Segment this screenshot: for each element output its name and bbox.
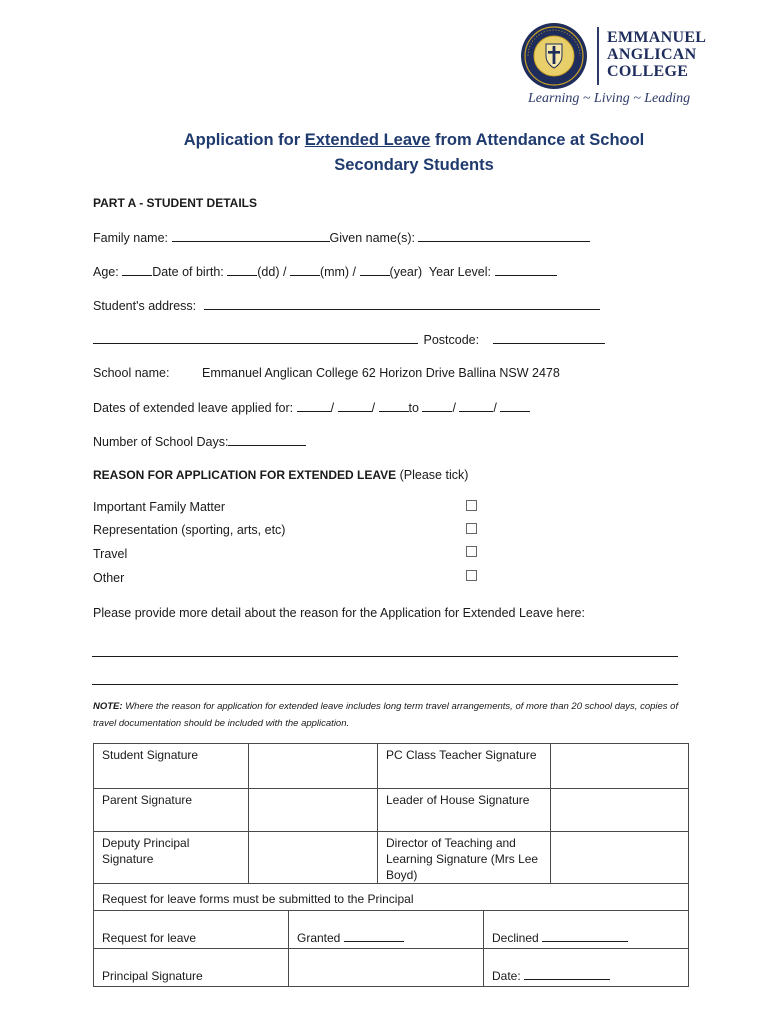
principal-signature-label: Principal Signature: [93, 948, 289, 987]
declined-cell: [483, 910, 689, 949]
leave-to-day-field[interactable]: [422, 400, 452, 412]
date-label: Date:: [492, 969, 521, 983]
college-name-line2: ANGLICAN: [607, 46, 697, 63]
given-names-field[interactable]: [418, 230, 590, 242]
student-signature-field[interactable]: [248, 743, 378, 789]
reason-option-label: Other: [93, 571, 125, 585]
leave-from-year-field[interactable]: [379, 400, 409, 412]
reason-heading-row: [93, 468, 468, 482]
dob-label: Date of birth:: [152, 265, 224, 279]
college-name-line1: EMMANUEL: [607, 29, 707, 46]
deputy-principal-signature-label: Deputy Principal Signature: [93, 831, 249, 884]
deputy-principal-signature-field[interactable]: [248, 831, 378, 884]
director-teaching-signature-label: Director of Teaching and Learning Signature (Mrs Lee Boyd): [377, 831, 551, 884]
note-text: Where the reason for application for extended leave includes long term travel arrangements, of more than 20 school days, copies of travel documentation should be included with the application.: [93, 701, 679, 729]
director-teaching-signature-field[interactable]: [550, 831, 689, 884]
reason-checkbox-representation[interactable]: [466, 523, 477, 534]
parent-signature-field[interactable]: [248, 788, 378, 832]
granted-field[interactable]: [344, 930, 404, 942]
address-label: Student's address:: [93, 299, 197, 313]
family-name-row: [93, 230, 590, 245]
reason-heading: REASON FOR APPLICATION FOR EXTENDED LEAVE: [93, 468, 397, 482]
age-dob-row: [93, 264, 557, 279]
submit-to-principal-note: Request for leave forms must be submitted to the Principal: [93, 883, 689, 911]
granted-cell: [288, 910, 484, 949]
leader-house-signature-label: Leader of House Signature: [377, 788, 551, 832]
age-field[interactable]: [122, 264, 152, 276]
travel-note: [93, 698, 693, 732]
reason-checkbox-family-matter[interactable]: [466, 500, 477, 511]
declined-label: Declined: [492, 931, 539, 945]
school-name-value: Emmanuel Anglican College 62 Horizon Drive Ballina NSW 2478: [202, 366, 560, 380]
leave-from-day-field[interactable]: [297, 400, 331, 412]
address-field-line2[interactable]: [93, 332, 418, 344]
family-name-label: Family name:: [93, 231, 169, 245]
postcode-label: Postcode:: [423, 333, 480, 347]
college-name-line3: COLLEGE: [607, 63, 689, 80]
school-days-label: Number of School Days:: [93, 435, 229, 449]
leave-dates-label: Dates of extended leave applied for:: [93, 401, 294, 415]
dob-year-unit: (year): [389, 265, 423, 279]
reason-detail-line-2[interactable]: [92, 684, 678, 685]
reason-option-label: Travel: [93, 547, 128, 561]
leave-from-month-field[interactable]: [338, 400, 372, 412]
school-name-label: School name:: [93, 366, 170, 380]
pc-teacher-signature-field[interactable]: [550, 743, 689, 789]
dob-month-unit: (mm) /: [319, 265, 357, 279]
postcode-field[interactable]: [493, 332, 605, 344]
declined-field[interactable]: [542, 930, 628, 942]
request-for-leave-label: Request for leave: [93, 910, 289, 949]
reason-checkbox-travel[interactable]: [466, 546, 477, 557]
note-label: NOTE:: [93, 701, 123, 712]
student-signature-label: Student Signature: [93, 743, 249, 789]
leader-house-signature-field[interactable]: [550, 788, 689, 832]
address-field-line1[interactable]: [204, 298, 600, 310]
year-level-field[interactable]: [495, 264, 557, 276]
college-tagline: Learning ~ Living ~ Leading: [528, 91, 691, 106]
dob-month-field[interactable]: [290, 264, 320, 276]
reason-detail-line-1[interactable]: [92, 656, 678, 657]
leave-to-month-field[interactable]: [459, 400, 493, 412]
reason-heading-note: (Please tick): [399, 468, 469, 482]
title-emphasis: Extended Leave: [304, 131, 431, 149]
part-a-heading: PART A - STUDENT DETAILS: [93, 196, 257, 210]
reason-option-label: Representation (sporting, arts, etc): [93, 523, 286, 537]
logo-divider: [597, 27, 599, 85]
reason-detail-prompt: Please provide more detail about the reason for the Application for Extended Leave here:: [93, 606, 585, 620]
pc-teacher-signature-label: PC Class Teacher Signature: [377, 743, 551, 789]
principal-signature-field[interactable]: [288, 948, 484, 987]
college-crest-logo: [520, 22, 588, 90]
age-label: Age:: [93, 265, 119, 279]
school-days-field[interactable]: [228, 434, 306, 446]
given-names-label: Given name(s):: [329, 231, 415, 245]
parent-signature-label: Parent Signature: [93, 788, 249, 832]
form-subtitle: Secondary Students: [334, 156, 494, 174]
leave-to-label: to: [408, 401, 419, 415]
dob-day-field[interactable]: [227, 264, 257, 276]
address-postcode-row: [93, 332, 605, 347]
leave-dates-row: Dates of extended leave applied for: / / to / /: [93, 400, 530, 415]
address-row: [93, 298, 600, 313]
leave-to-year-field[interactable]: [500, 400, 530, 412]
date-cell: [483, 948, 689, 987]
form-title: Application for Extended Leave from Attendance at School: [183, 131, 645, 149]
year-level-label: Year Level:: [428, 265, 492, 279]
dob-year-field[interactable]: [360, 264, 390, 276]
reason-checkbox-other[interactable]: [466, 570, 477, 581]
family-name-field[interactable]: [172, 230, 330, 242]
dob-day-unit: (dd) /: [257, 265, 287, 279]
date-field[interactable]: [524, 968, 610, 980]
reason-option-label: Important Family Matter: [93, 500, 225, 514]
granted-label: Granted: [297, 931, 341, 945]
school-days-row: [93, 434, 306, 449]
